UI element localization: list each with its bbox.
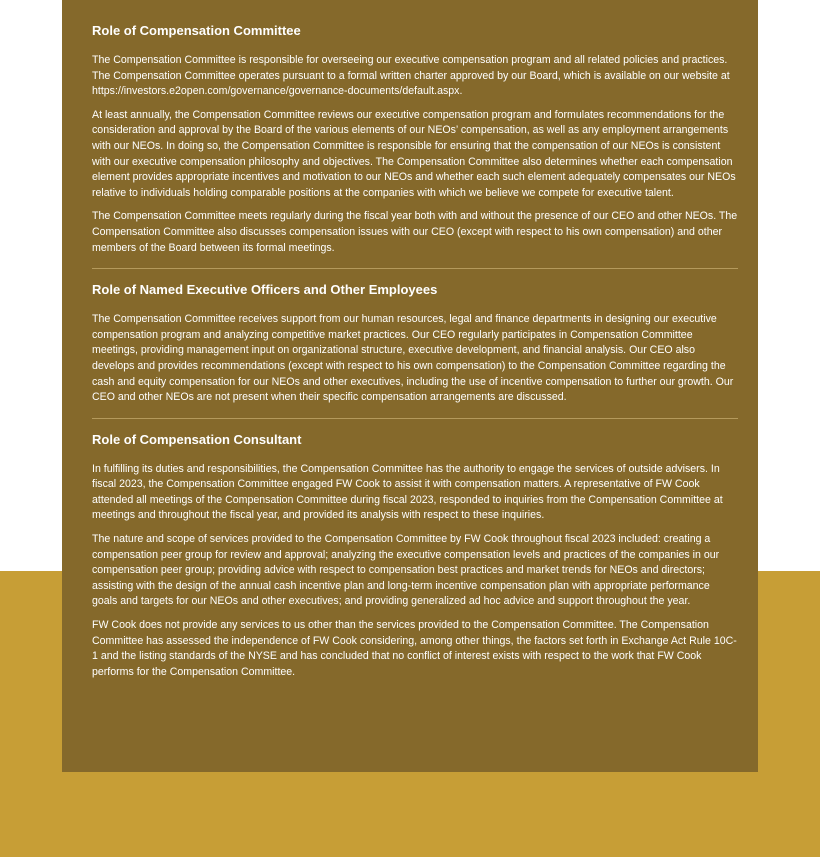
section-role-of-compensation-consultant [92, 431, 738, 681]
section-paragraph: The nature and scope of services provided to the Compensation Committee by FW Cook throughout fiscal 2023 included: creating a compensation peer group for review and approval; analyzing the executive compensation levels and practices of the companies in our compensation peer group; providing advice with respect to compensation best practices and market trends for NEOs and directors; assisting with the design of the annual cash incentive plan and long-term incentive compensation plan with appropriate performance goals and targets for our NEOs and other executives; and providing generalized ad hoc advice and support throughout the year. [92, 533, 720, 608]
section-heading: Role of Named Executive Officers and Other Employees [92, 282, 438, 298]
section-paragraph: In fulfilling its duties and responsibilities, the Compensation Committee has the authority to engage the services of outside advisers. In fiscal 2023, the Compensation Committee engaged FW Cook to assist it with compensation matters. A representative of FW Cook attended all meetings of the Compensation Committee during fiscal 2023, responded to inquiries from the Compensation Committee at meetings and throughout the fiscal year, and provided its analysis with respect to these inquiries. [92, 462, 723, 522]
section-paragraph: At least annually, the Compensation Committee reviews our executive compensation program and formulates recommendations for the consideration and approval by the Board of the various elements of our NEOs’ compensation, as well as any employment arrangements with our NEOs. In doing so, the Compensation Committee is responsible for ensuring that the compensation of our NEOs is consistent with our executive compensation philosophy and objectives. The Compensation Committee also determines whether each compensation element provides appropriate incentives and motivation to our NEOs and whether each such element adequately compensates our NEOs relative to individuals holding comparable positions at the companies with which we believe we compete for executive talent. [92, 108, 736, 199]
section-paragraph: The Compensation Committee is responsible for overseeing our executive compensation program and all related policies and practices. The Compensation Committee operates pursuant to a formal written charter approved by our Board, which is available on our website at https://investors.e2open.com/governance/governance-documents/default.aspx. [92, 54, 730, 98]
section-divider [92, 418, 738, 419]
section-paragraph: FW Cook does not provide any services to us other than the services provided to the Compensation Committee. The Compensation Committee has assessed the independence of FW Cook considering, among other things, the factors set forth in Exchange Act Rule 10C-1 and the listing standards of the NYSE and has concluded that no conflict of interest exists with respect to the work that FW Cook performs for the Compensation Committee. [92, 619, 737, 678]
section-heading: Role of Compensation Committee [92, 23, 301, 38]
section-heading: Role of Compensation Consultant [92, 431, 302, 447]
section-paragraph: The Compensation Committee meets regularly during the fiscal year both with and without the presence of our CEO and other NEOs. The Compensation Committee also discusses compensation issues with our CEO (except with respect to his own compensation) and other members of the Board between its formal meetings. [92, 210, 738, 254]
section-role-of-compensation-committee [92, 22, 738, 256]
section-divider [92, 268, 738, 269]
content-panel [62, 0, 758, 772]
section-paragraph: The Compensation Committee receives support from our human resources, legal and finance departments in designing our executive compensation program and analyzing competitive market practices. Our CEO regularly participates in Compensation Committee meetings, providing management input on organizational structure, executive development, and financial analysis. Our CEO also develops and provides recommendations (except with respect to his own compensation) to the Compensation Committee regarding the cash and equity compensation for our NEOs and other executives, including the use of incentive compensation to further our growth. Our CEO and other NEOs are not present when their specific compensation arrangements are discussed. [92, 313, 734, 404]
section-role-of-neos-and-employees [92, 281, 738, 406]
